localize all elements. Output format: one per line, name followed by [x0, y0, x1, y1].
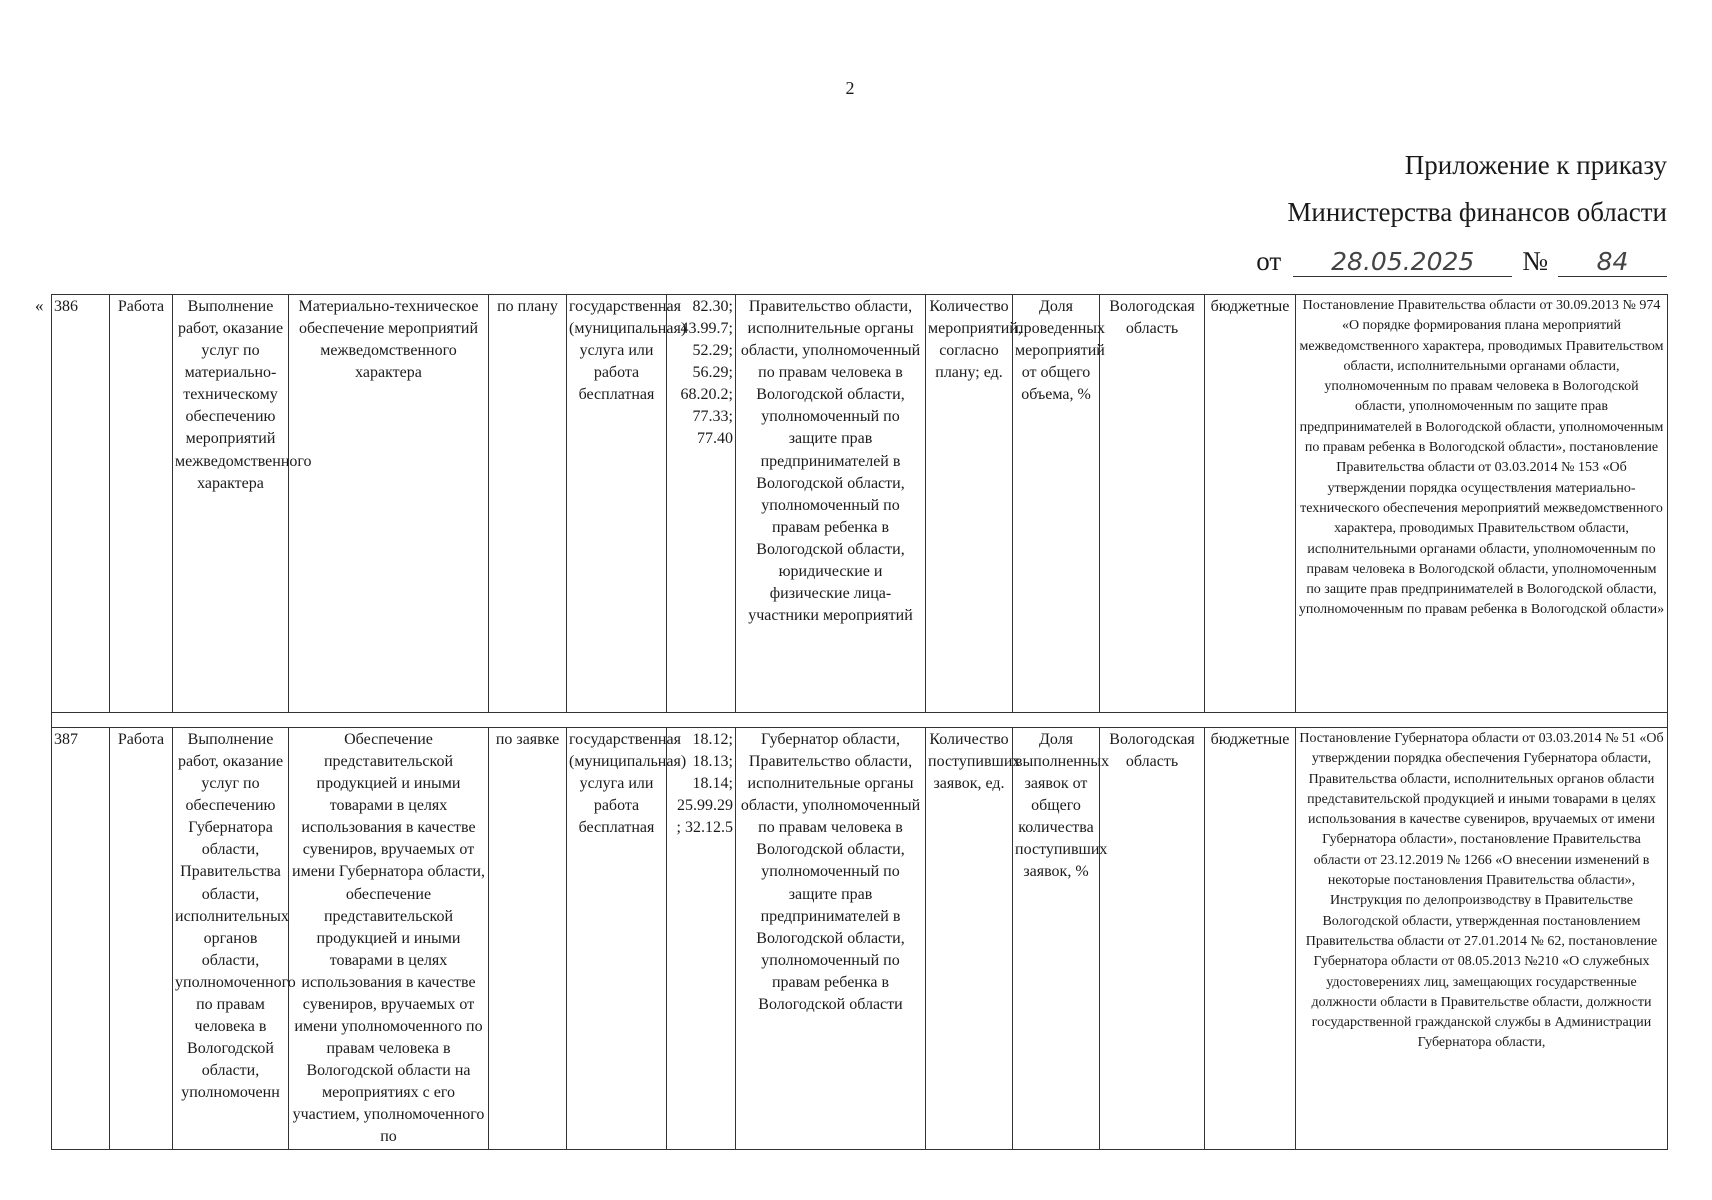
cell-okved: 82.30; 43.99.7; 52.29; 56.29; 68.20.2; 77.33; 77.40: [667, 295, 736, 713]
cell-institution-type: бюджетные: [1205, 295, 1296, 713]
cell-quality-indicator: Доля выполненных заявок от общего количества поступивших заявок, %: [1013, 728, 1100, 1150]
order-date-line: [1256, 246, 1667, 277]
cell-volume-indicator: Количество мероприятий, согласно плану; ед.: [926, 295, 1013, 713]
table-row: [52, 728, 1668, 1150]
appendix-title: Приложение к приказу: [1404, 150, 1667, 180]
cell-type: Работа: [110, 295, 173, 713]
row-separator: [52, 713, 1668, 728]
cell-institution-type: бюджетные: [1205, 728, 1296, 1150]
cell-type: Работа: [110, 728, 173, 1150]
cell-okved: 18.12; 18.13; 18.14; 25.99.29 ; 32.12.5: [667, 728, 736, 1150]
cell-consumers: Правительство области, исполнительные органы области, уполномоченный по правам человека в Вологодской области, уполномоченный по защите прав предпринимателей в Вологодской области, уполномоченный по правам ребенка в Вологодской области, юридические и физические лица-участники мероприятий: [736, 295, 926, 713]
registry-table: [51, 294, 1668, 1150]
date-prefix: от: [1256, 246, 1282, 276]
cell-name: Выполнение работ, оказание услуг по материально-техническому обеспечению мероприятий межведомственного характера: [173, 295, 289, 713]
cell-volume-indicator: Количество поступивших заявок, ед.: [926, 728, 1013, 1150]
table-row: [52, 295, 1668, 713]
cell-condition: по плану: [489, 295, 567, 713]
page-number: 2: [845, 78, 855, 98]
order-date: 28.05.2025: [1293, 248, 1512, 277]
cell-payment: государственная (муниципальная) услуга или работа бесплатная: [567, 728, 667, 1150]
cell-legal-basis: Постановление Правительства области от 30.09.2013 № 974 «О порядке формирования плана мероприятий межведомственного характера, проводимых Правительством области, исполнительными органами области, уполномоченным по правам человека в Вологодской области, уполномоченным по защите прав предпринимателей в Вологодской области, уполномоченным по правам ребенка в Вологодской области», постановление Правительства области от 03.03.2014 № 153 «Об утверждении порядка осуществления материально-технического обеспечения мероприятий межведомственного характера, проводимых Правительством области, исполнительными органами области, уполномоченным по правам человека в Вологодской области, уполномоченным по защите прав предпринимателей в Вологодской области, уполномоченным по правам ребенка в Вологодской области»: [1296, 295, 1668, 713]
cell-content: Материально-техническое обеспечение мероприятий межведомственного характера: [289, 295, 489, 713]
cell-number: 386: [52, 295, 110, 713]
cell-quality-indicator: Доля проведенных мероприятий от общего объема, %: [1013, 295, 1100, 713]
opening-quote: «: [35, 296, 44, 315]
order-number: 84: [1558, 248, 1667, 277]
cell-payment: государственная (муниципальная) услуга или работа бесплатная: [567, 295, 667, 713]
cell-region: Вологодская область: [1100, 728, 1205, 1150]
cell-condition: по заявке: [489, 728, 567, 1150]
cell-region: Вологодская область: [1100, 295, 1205, 713]
cell-content: Обеспечение представительской продукцией и иными товарами в целях использования в качестве сувениров, вручаемых от имени Губернатора области, обеспечение представительской продукцией и иными товарами в целях использования в качестве сувениров, вручаемых от имени уполномоченного по правам человека в Вологодской области на мероприятиях с его участием, уполномоченного по: [289, 728, 489, 1150]
cell-legal-basis: Постановление Губернатора области от 03.03.2014 № 51 «Об утверждении порядка обеспечения Губернатора области, Правительства области, исполнительных органов области представительской продукцией и иными товарами в целях использования в качестве сувениров, вручаемых от имени Губернатора области», постановление Правительства области от 23.12.2019 № 1266 «О внесении изменений в некоторые постановления Правительства области», Инструкция по делопроизводству в Правительстве Вологодской области, утвержденная постановлением Правительства области от 27.01.2014 № 62, постановление Губернатора области от 08.05.2013 №210 «О служебных удостоверениях лиц, замещающих государственные должности области в Правительстве области, должности государственной гражданской службы в Администрации Губернатора области,: [1296, 728, 1668, 1150]
cell-number: 387: [52, 728, 110, 1150]
separator-cell: [52, 713, 1668, 728]
ministry-title: Министерства финансов области: [1287, 197, 1667, 227]
number-label: №: [1522, 246, 1548, 276]
cell-consumers: Губернатор области, Правительство области, исполнительные органы области, уполномоченный по правам человека в Вологодской области, уполномоченный по защите прав предпринимателей в Вологодской области, уполномоченный по правам ребенка в Вологодской области: [736, 728, 926, 1150]
cell-name: Выполнение работ, оказание услуг по обеспечению Губернатора области, Правительства области, исполнительных органов области, уполномоченного по правам человека в Вологодской области, уполномоченн: [173, 728, 289, 1150]
